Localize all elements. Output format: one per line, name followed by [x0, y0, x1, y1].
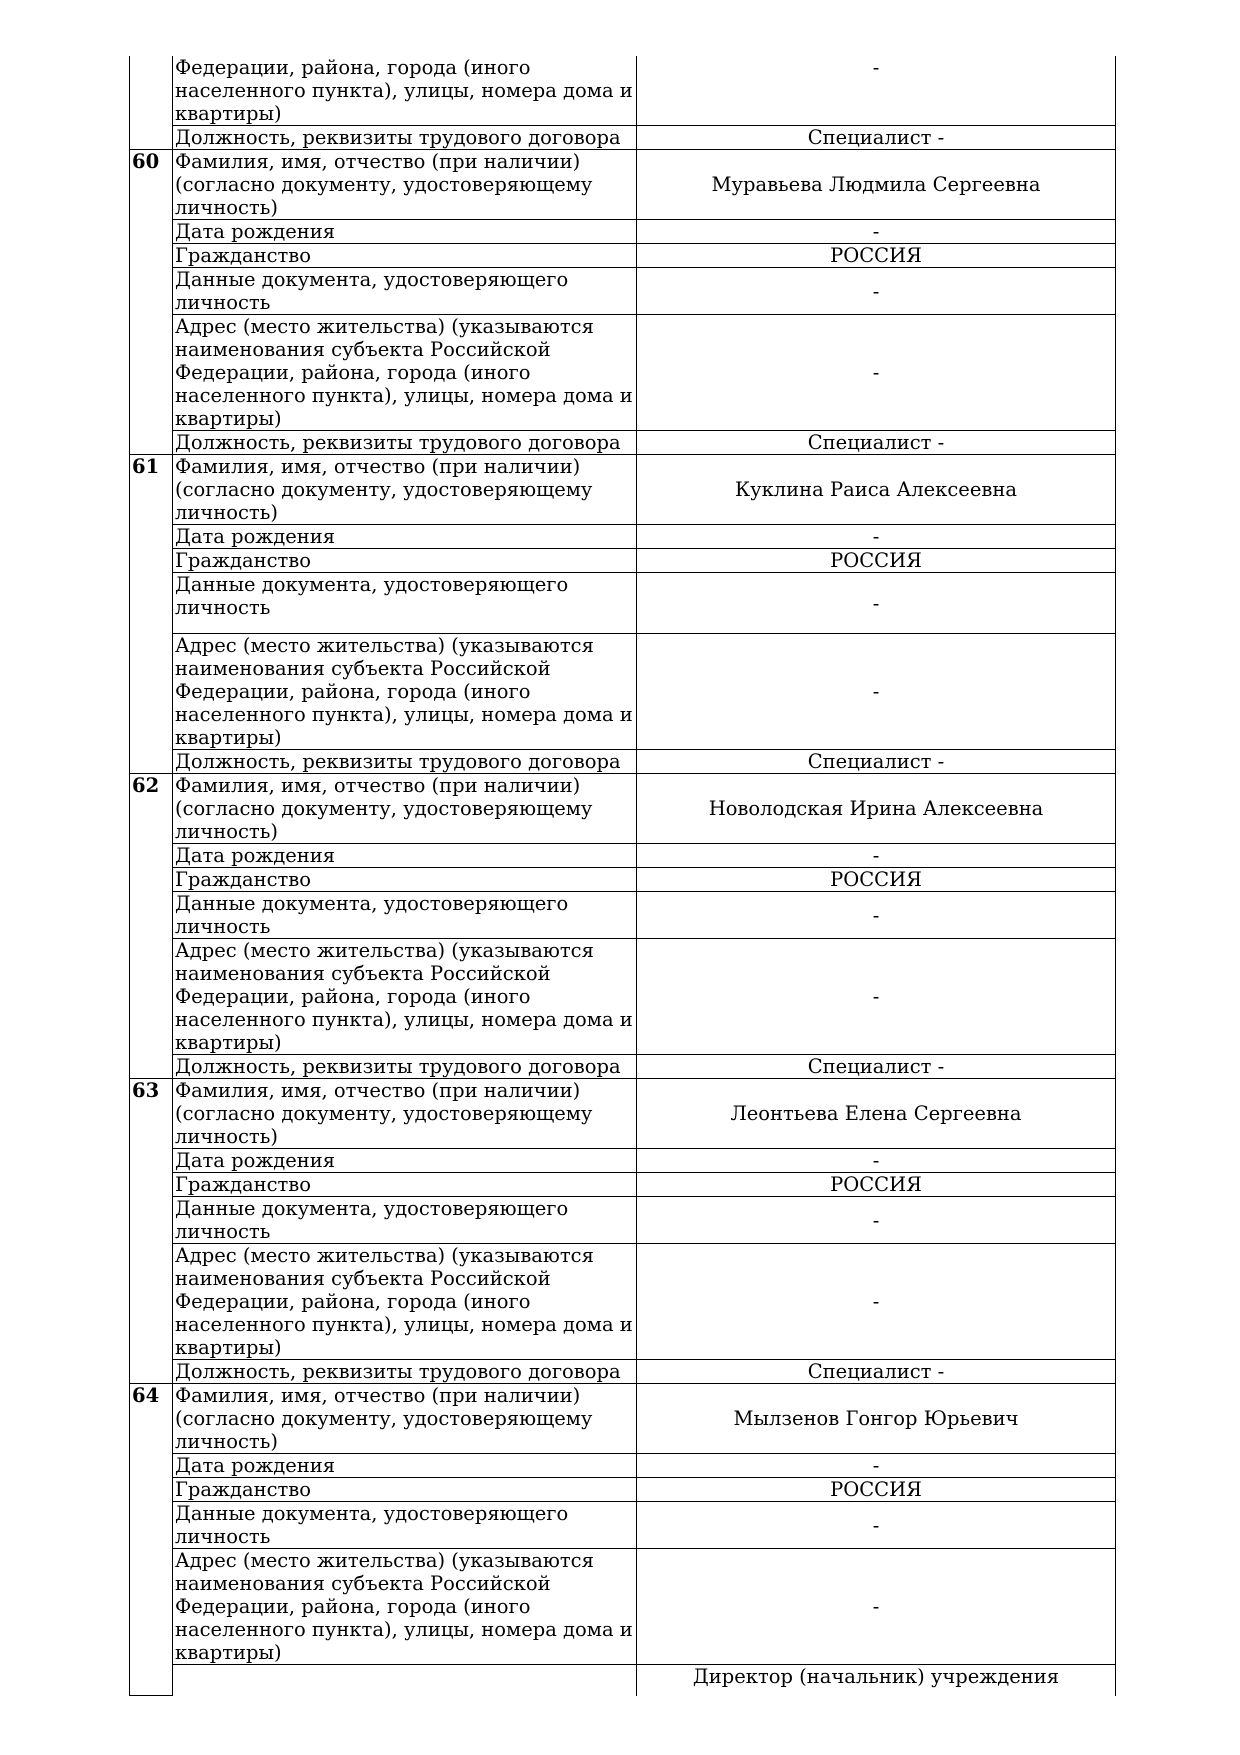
- position-label-cell: Должность, реквизиты трудового договора: [173, 126, 637, 150]
- table-row: [130, 244, 1116, 268]
- table-row: [130, 1197, 1116, 1244]
- table-row: [130, 315, 1116, 431]
- table-row: [130, 549, 1116, 573]
- birth-value: -: [637, 525, 1116, 549]
- table-row: [130, 750, 1116, 774]
- table-row: [130, 1502, 1116, 1549]
- table-row: [130, 268, 1116, 315]
- fio-label: Фамилия, имя, отчество (при наличии) (согласно документу, удостоверяющему личность): [173, 1384, 637, 1454]
- birth-value: -: [637, 1454, 1116, 1478]
- table-row: [130, 1454, 1116, 1478]
- table-row: [130, 634, 1116, 750]
- position-value: Специалист -: [637, 1055, 1116, 1079]
- document-value: -: [637, 1197, 1116, 1244]
- citizenship-value: РОССИЯ: [637, 868, 1116, 892]
- address-value-cell: -: [637, 56, 1116, 126]
- address-label: Адрес (место жительства) (указываются наименования субъекта Российской Федерации, района, города (иного населенного пункта), улицы, номера дома и квартиры): [173, 634, 637, 750]
- position-value-cell: Специалист -: [637, 126, 1116, 150]
- document-label: Данные документа, удостоверяющего личность: [173, 1502, 637, 1549]
- citizenship-value: РОССИЯ: [637, 549, 1116, 573]
- birth-label: Дата рождения: [173, 1454, 637, 1478]
- table-row: [130, 1055, 1116, 1079]
- table-row: [130, 844, 1116, 868]
- table-row: [130, 892, 1116, 939]
- address-label-cell: Федерации, района, города (иного населенного пункта), улицы, номера дома и квартиры): [173, 56, 637, 126]
- address-value: -: [637, 634, 1116, 750]
- citizenship-value: РОССИЯ: [637, 1173, 1116, 1197]
- address-label: Адрес (место жительства) (указываются наименования субъекта Российской Федерации, района, города (иного населенного пункта), улицы, номера дома и квартиры): [173, 939, 637, 1055]
- fio-value: Муравьева Людмила Сергеевна: [637, 150, 1116, 220]
- fio-label: Фамилия, имя, отчество (при наличии) (согласно документу, удостоверяющему личность): [173, 1079, 637, 1149]
- table-row: [130, 455, 1116, 525]
- personnel-table: [129, 56, 1116, 1696]
- person-number: 62: [130, 774, 173, 1079]
- table-row: [130, 1549, 1116, 1665]
- fio-value: Мылзенов Гонгор Юрьевич: [637, 1384, 1116, 1454]
- birth-label: Дата рождения: [173, 1149, 637, 1173]
- person-number: 60: [130, 150, 173, 455]
- address-label: Адрес (место жительства) (указываются наименования субъекта Российской Федерации, района, города (иного населенного пункта), улицы, номера дома и квартиры): [173, 1549, 637, 1665]
- fio-value: Новолодская Ирина Алексеевна: [637, 774, 1116, 844]
- document-label: Данные документа, удостоверяющего личность: [173, 892, 637, 939]
- fio-label: Фамилия, имя, отчество (при наличии) (согласно документу, удостоверяющему личность): [173, 774, 637, 844]
- address-value: -: [637, 315, 1116, 431]
- table-row: [130, 1360, 1116, 1384]
- document-value: -: [637, 268, 1116, 315]
- citizenship-label: Гражданство: [173, 1173, 637, 1197]
- birth-label: Дата рождения: [173, 525, 637, 549]
- row-number-cell: [130, 56, 173, 150]
- citizenship-label: Гражданство: [173, 244, 637, 268]
- position-value: Специалист -: [637, 750, 1116, 774]
- address-label: Адрес (место жительства) (указываются наименования субъекта Российской Федерации, района, города (иного населенного пункта), улицы, номера дома и квартиры): [173, 1244, 637, 1360]
- position-value: Специалист -: [637, 431, 1116, 455]
- address-label: Адрес (место жительства) (указываются наименования субъекта Российской Федерации, района, города (иного населенного пункта), улицы, номера дома и квартиры): [173, 315, 637, 431]
- fio-value: Куклина Раиса Алексеевна: [637, 455, 1116, 525]
- person-number: 64: [130, 1384, 173, 1696]
- birth-label: Дата рождения: [173, 844, 637, 868]
- position-value: Директор (начальник) учреждения: [637, 1665, 1116, 1696]
- table-row: [130, 1244, 1116, 1360]
- table-row: [130, 774, 1116, 844]
- table-row: [130, 573, 1116, 634]
- citizenship-value: РОССИЯ: [637, 244, 1116, 268]
- position-value: Специалист -: [637, 1360, 1116, 1384]
- table-row: [130, 1384, 1116, 1454]
- table-row: [130, 1478, 1116, 1502]
- table-row: [130, 939, 1116, 1055]
- table-row: [130, 1149, 1116, 1173]
- table-row: [130, 1173, 1116, 1197]
- birth-value: -: [637, 1149, 1116, 1173]
- person-number: 63: [130, 1079, 173, 1384]
- address-value: -: [637, 939, 1116, 1055]
- citizenship-label: Гражданство: [173, 868, 637, 892]
- document-value: -: [637, 892, 1116, 939]
- table-row: [130, 431, 1116, 455]
- birth-value: -: [637, 220, 1116, 244]
- citizenship-label: Гражданство: [173, 549, 637, 573]
- person-number: 61: [130, 455, 173, 774]
- table-row: [130, 126, 1116, 150]
- table-row: [130, 868, 1116, 892]
- table-row: [130, 56, 1116, 126]
- birth-value: -: [637, 844, 1116, 868]
- position-label: Должность, реквизиты трудового договора: [173, 431, 637, 455]
- table-row: [130, 525, 1116, 549]
- document-value: -: [637, 1502, 1116, 1549]
- table-row: [130, 1079, 1116, 1149]
- table-row: [130, 1665, 1116, 1696]
- birth-label: Дата рождения: [173, 220, 637, 244]
- position-label: Должность, реквизиты трудового договора: [173, 750, 637, 774]
- document-label: Данные документа, удостоверяющего личность: [173, 573, 637, 634]
- fio-label: Фамилия, имя, отчество (при наличии) (согласно документу, удостоверяющему личность): [173, 150, 637, 220]
- address-value: -: [637, 1244, 1116, 1360]
- fio-value: Леонтьева Елена Сергеевна: [637, 1079, 1116, 1149]
- document-value: -: [637, 573, 1116, 634]
- citizenship-value: РОССИЯ: [637, 1478, 1116, 1502]
- fio-label: Фамилия, имя, отчество (при наличии) (согласно документу, удостоверяющему личность): [173, 455, 637, 525]
- citizenship-label: Гражданство: [173, 1478, 637, 1502]
- address-value: -: [637, 1549, 1116, 1665]
- table-row: [130, 220, 1116, 244]
- position-label: Должность, реквизиты трудового договора: [173, 1360, 637, 1384]
- document-label: Данные документа, удостоверяющего личность: [173, 1197, 637, 1244]
- table-row: [130, 150, 1116, 220]
- position-label-empty: [173, 1665, 637, 1696]
- document-label: Данные документа, удостоверяющего личность: [173, 268, 637, 315]
- position-label: Должность, реквизиты трудового договора: [173, 1055, 637, 1079]
